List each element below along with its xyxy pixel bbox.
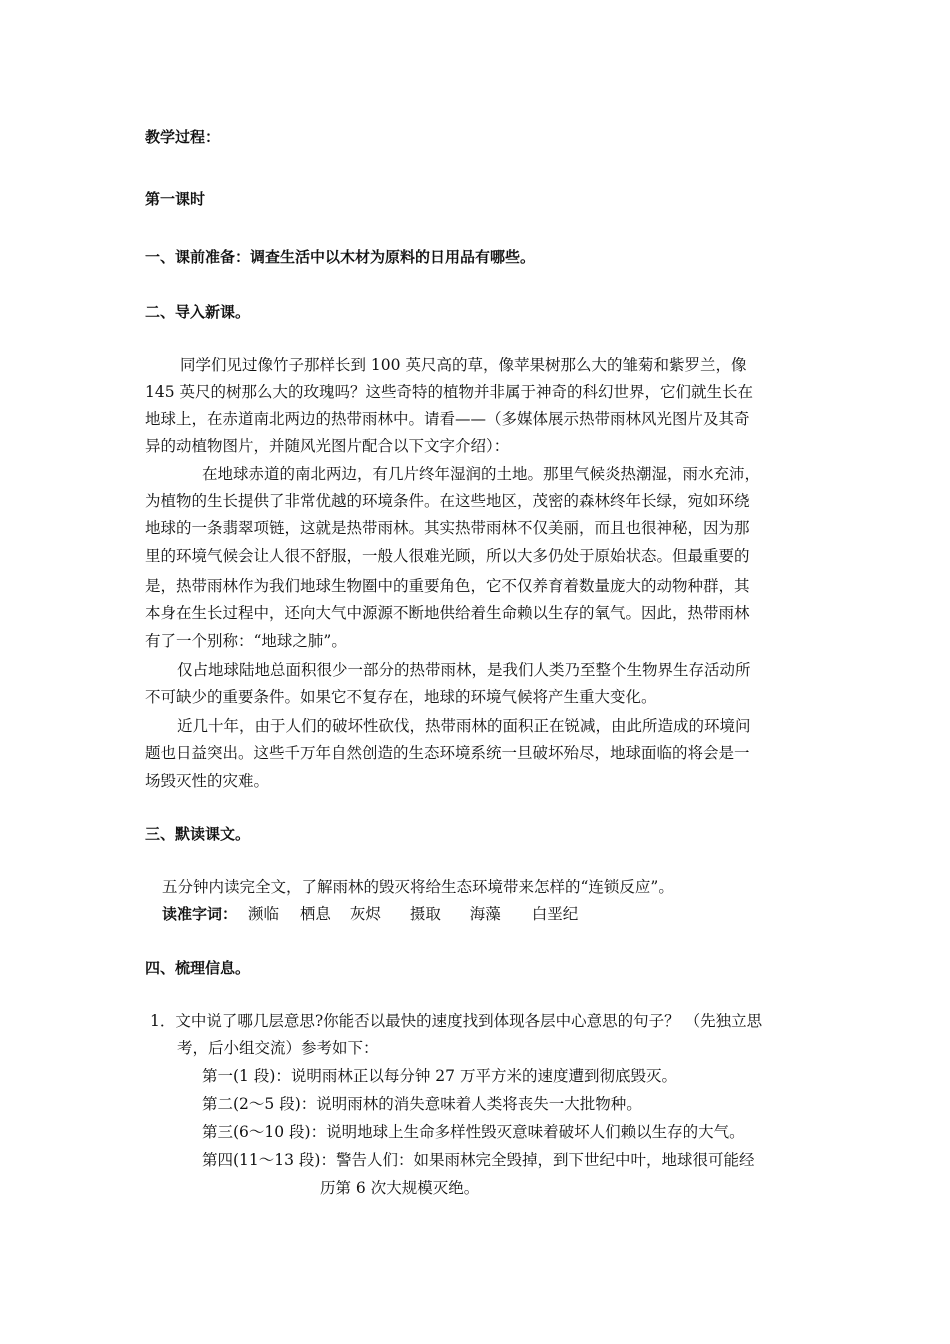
reading-task: 五分钟内读完全文，了解雨林的毁灭将给生态环境带来怎样的“连锁反应”。 [162,878,674,896]
section-heading-silent-reading: 三、默读课文。 [145,825,251,843]
quote-paragraph-line: 地球的一条翡翠项链，这就是热带雨林。其实热带雨林不仅美丽，而且也很神秘，因为那 [145,519,750,537]
section-heading-intro: 二、导入新课。 [145,303,251,321]
quote-paragraph-line: 不可缺少的重要条件。如果它不复存在，地球的环境气候将产生重大变化。 [145,688,657,706]
vocab-label: 读准字词： [162,905,238,923]
section-heading-sort-info: 四、梳理信息。 [145,959,251,977]
quote-paragraph-line: 为植物的生长提供了非常优越的环境条件。在这些地区，茂密的森林终年长绿，宛如环绕 [145,492,750,510]
quote-paragraph-line: 里的环境气候会让人很不舒服，一般人很难光顾，所以大多仍处于原始状态。但最重要的 [145,547,750,565]
quote-paragraph-line: 近几十年，由于人们的破坏性砍伐，热带雨林的面积正在锐减，由此所造成的环境问 [177,717,751,735]
vocab-word: 濒临 [247,905,279,923]
quote-paragraph-line: 场毁灭性的灾难。 [145,772,270,790]
vocab-word: 海藻 [469,905,501,923]
intro-line: 145 英尺的树那么大的玫瑰吗？这些奇特的植物并非属于神奇的科幻世界，它们就生长在 [145,383,754,401]
quote-paragraph-line: 在地球赤道的南北两边，有几片终年湿润的土地。那里气候炎热潮湿，雨水充沛， [202,465,761,483]
vocab-word: 栖息 [299,905,331,923]
answer-line: 第一(1 段)：说明雨林正以每分钟 27 万平方米的速度遭到彻底毁灭。 [202,1067,677,1085]
heading-first-lesson: 第一课时 [145,190,206,208]
quote-paragraph-line: 题也日益突出。这些千万年自然创造的生态环境系统一旦破坏殆尽，地球面临的将会是一 [145,744,750,762]
vocab-line [162,904,578,924]
question-line: 1．文中说了哪几层意思?你能否以最快的速度找到体现各层中心意思的句子？ （先独立思 [150,1012,763,1030]
question-line: 考，后小组交流）参考如下： [177,1039,379,1057]
answer-line: 第四(11～13 段)：警告人们：如果雨林完全毁掉，到下世纪中叶，地球很可能经 [202,1151,755,1169]
vocab-word: 白垩纪 [531,905,579,923]
section-heading-preparation: 一、课前准备：调查生活中以木材为原料的日用品有哪些。 [145,248,536,266]
heading-teaching-process: 教学过程： [145,128,221,146]
answer-line: 第二(2～5 段)：说明雨林的消失意味着人类将丧失一大批物种。 [202,1095,642,1113]
quote-paragraph-line: 仅占地球陆地总面积很少一部分的热带雨林，是我们人类乃至整个生物界生存活动所 [177,661,751,679]
vocab-word: 灰烬 [349,905,381,923]
intro-line: 异的动植物图片，并随风光图片配合以下文字介绍）： [145,437,510,455]
answer-line: 第三(6～10 段)：说明地球上生命多样性毁灭意味着破坏人们赖以生存的大气。 [202,1123,745,1141]
quote-paragraph-line: 本身在生长过程中，还向大气中源源不断地供给着生命赖以生存的氧气。因此，热带雨林 [145,604,750,622]
quote-paragraph-line: 有了一个别称：“地球之肺”。 [145,632,347,650]
intro-line: 同学们见过像竹子那样长到 100 英尺高的草，像苹果树那么大的雏菊和紫罗兰，像 [180,356,747,374]
vocab-word: 摄取 [409,905,441,923]
intro-line: 地球上，在赤道南北两边的热带雨林中。请看——（多媒体展示热带雨林风光图片及其奇 [145,410,750,428]
answer-line: 历第 6 次大规模灭绝。 [320,1179,480,1197]
quote-paragraph-line: 是，热带雨林作为我们地球生物圈中的重要角色，它不仅养育着数量庞大的动物种群，其 [145,577,750,595]
